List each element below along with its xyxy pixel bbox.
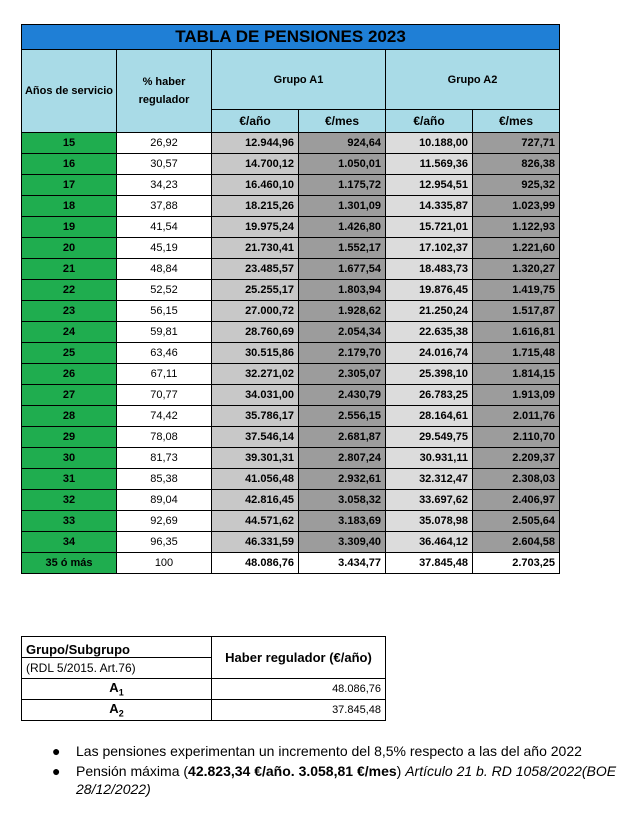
pct-cell: 92,69 (117, 511, 212, 532)
header-a2-month: €/mes (473, 110, 560, 133)
a2-month-cell: 1.715,48 (473, 343, 560, 364)
table-row (22, 448, 560, 469)
regulator-value: 37.845,48 (212, 700, 386, 721)
pct-cell: 30,57 (117, 154, 212, 175)
a2-year-cell: 29.549,75 (386, 427, 473, 448)
a1-year-cell: 16.460,10 (212, 175, 299, 196)
years-cell: 32 (22, 490, 117, 511)
a2-month-cell: 1.419,75 (473, 280, 560, 301)
a2-month-cell: 1.913,09 (473, 385, 560, 406)
a2-year-cell: 17.102,37 (386, 238, 473, 259)
a1-year-cell: 39.301,31 (212, 448, 299, 469)
years-cell: 34 (22, 532, 117, 553)
years-cell: 33 (22, 511, 117, 532)
pct-cell: 89,04 (117, 490, 212, 511)
header-group-a2: Grupo A2 (386, 50, 560, 110)
a1-month-cell: 2.556,15 (299, 406, 386, 427)
a2-year-cell: 18.483,73 (386, 259, 473, 280)
table-row (22, 343, 560, 364)
table-row (22, 469, 560, 490)
notes-list (52, 742, 637, 800)
table-row (22, 217, 560, 238)
a2-month-cell: 1.517,87 (473, 301, 560, 322)
a1-month-cell: 1.552,17 (299, 238, 386, 259)
a1-month-cell: 924,64 (299, 133, 386, 154)
a2-month-cell: 1.221,60 (473, 238, 560, 259)
a2-month-cell: 727,71 (473, 133, 560, 154)
a1-month-cell: 1.301,09 (299, 196, 386, 217)
table-row (22, 322, 560, 343)
a1-month-cell: 3.434,77 (299, 553, 386, 574)
a2-year-cell: 24.016,74 (386, 343, 473, 364)
a1-year-cell: 28.760,69 (212, 322, 299, 343)
note-text: Las pensiones experimentan un incremento del 8,5% respecto a las del año 2022 (76, 743, 582, 759)
a2-year-cell: 11.569,36 (386, 154, 473, 175)
header-group-a1: Grupo A1 (212, 50, 386, 110)
note-mid: ) (396, 763, 406, 779)
a1-year-cell: 30.515,86 (212, 343, 299, 364)
table-row (22, 427, 560, 448)
a1-month-cell: 2.430,79 (299, 385, 386, 406)
pct-cell: 52,52 (117, 280, 212, 301)
a2-year-cell: 30.931,11 (386, 448, 473, 469)
a1-year-cell: 35.786,17 (212, 406, 299, 427)
a2-month-cell: 1.616,81 (473, 322, 560, 343)
years-cell: 23 (22, 301, 117, 322)
a1-year-cell: 34.031,00 (212, 385, 299, 406)
a2-month-cell: 925,32 (473, 175, 560, 196)
years-cell: 20 (22, 238, 117, 259)
pct-cell: 74,42 (117, 406, 212, 427)
pct-cell: 41,54 (117, 217, 212, 238)
a2-month-cell: 1.023,99 (473, 196, 560, 217)
a2-month-cell: 2.209,37 (473, 448, 560, 469)
a2-year-cell: 35.078,98 (386, 511, 473, 532)
a2-year-cell: 32.312,47 (386, 469, 473, 490)
a1-month-cell: 1.677,54 (299, 259, 386, 280)
pct-cell: 59,81 (117, 322, 212, 343)
a2-year-cell: 12.954,51 (386, 175, 473, 196)
table-row (22, 553, 560, 574)
a1-year-cell: 37.546,14 (212, 427, 299, 448)
regulator-group: $A_1$ (22, 679, 212, 700)
regulator-col2-title: Haber regulador (€/año) (212, 637, 386, 679)
a2-year-cell: 14.335,87 (386, 196, 473, 217)
pct-cell: 37,88 (117, 196, 212, 217)
years-cell: 35 ó más (22, 553, 117, 574)
pension-table-body (22, 133, 560, 574)
a2-year-cell: 37.845,48 (386, 553, 473, 574)
table-row (22, 406, 560, 427)
pct-cell: 96,35 (117, 532, 212, 553)
table-row (22, 259, 560, 280)
a1-month-cell: 2.179,70 (299, 343, 386, 364)
table-row (22, 490, 560, 511)
a1-year-cell: 19.975,24 (212, 217, 299, 238)
bullet-icon: ● (52, 743, 61, 759)
a2-month-cell: 2.308,03 (473, 469, 560, 490)
years-cell: 26 (22, 364, 117, 385)
years-cell: 19 (22, 217, 117, 238)
years-cell: 25 (22, 343, 117, 364)
a1-year-cell: 48.086,76 (212, 553, 299, 574)
a1-month-cell: 2.305,07 (299, 364, 386, 385)
a2-year-cell: 10.188,00 (386, 133, 473, 154)
header-a1-year: €/año (212, 110, 299, 133)
years-cell: 17 (22, 175, 117, 196)
years-cell: 22 (22, 280, 117, 301)
years-cell: 29 (22, 427, 117, 448)
a2-month-cell: 1.814,15 (473, 364, 560, 385)
table-row (22, 196, 560, 217)
pct-cell: 26,92 (117, 133, 212, 154)
a1-month-cell: 1.175,72 (299, 175, 386, 196)
years-cell: 21 (22, 259, 117, 280)
table-row (22, 133, 560, 154)
a1-year-cell: 44.571,62 (212, 511, 299, 532)
bullet-icon: ● (52, 763, 61, 779)
note-reference: Artículo 21 b. RD 1058/2022(BOE 28/12/2022) (76, 763, 617, 797)
a2-year-cell: 33.697,62 (386, 490, 473, 511)
table-row (22, 175, 560, 196)
a1-month-cell: 3.058,32 (299, 490, 386, 511)
pct-cell: 45,19 (117, 238, 212, 259)
regulator-col1-title: Grupo/Subgrupo (22, 637, 212, 658)
a2-year-cell: 15.721,01 (386, 217, 473, 238)
a1-year-cell: 25.255,17 (212, 280, 299, 301)
header-a2-year: €/año (386, 110, 473, 133)
table-row (22, 301, 560, 322)
a1-month-cell: 2.932,61 (299, 469, 386, 490)
a1-year-cell: 18.215,26 (212, 196, 299, 217)
pct-cell: 70,77 (117, 385, 212, 406)
a2-year-cell: 26.783,25 (386, 385, 473, 406)
a2-month-cell: 2.011,76 (473, 406, 560, 427)
a2-year-cell: 28.164,61 (386, 406, 473, 427)
a2-month-cell: 2.505,64 (473, 511, 560, 532)
a2-month-cell: 2.604,58 (473, 532, 560, 553)
years-cell: 31 (22, 469, 117, 490)
a2-year-cell: 25.398,10 (386, 364, 473, 385)
years-cell: 30 (22, 448, 117, 469)
years-cell: 18 (22, 196, 117, 217)
pct-cell: 34,23 (117, 175, 212, 196)
regulator-row (22, 679, 386, 700)
a1-year-cell: 32.271,02 (212, 364, 299, 385)
table-row (22, 154, 560, 175)
regulator-table (21, 636, 386, 721)
header-a1-month: €/mes (299, 110, 386, 133)
a2-year-cell: 19.876,45 (386, 280, 473, 301)
a1-month-cell: 1.050,01 (299, 154, 386, 175)
a2-month-cell: 826,38 (473, 154, 560, 175)
a1-month-cell: 2.054,34 (299, 322, 386, 343)
years-cell: 27 (22, 385, 117, 406)
pct-cell: 85,38 (117, 469, 212, 490)
a1-month-cell: 1.928,62 (299, 301, 386, 322)
years-cell: 24 (22, 322, 117, 343)
years-cell: 28 (22, 406, 117, 427)
pension-table (21, 24, 560, 574)
a1-month-cell: 3.309,40 (299, 532, 386, 553)
pct-cell: 81,73 (117, 448, 212, 469)
a1-month-cell: 1.426,80 (299, 217, 386, 238)
pct-cell: 56,15 (117, 301, 212, 322)
a1-month-cell: 1.803,94 (299, 280, 386, 301)
a1-month-cell: 2.807,24 (299, 448, 386, 469)
a2-year-cell: 22.635,38 (386, 322, 473, 343)
a1-year-cell: 23.485,57 (212, 259, 299, 280)
a1-year-cell: 27.000,72 (212, 301, 299, 322)
years-cell: 15 (22, 133, 117, 154)
table-row (22, 511, 560, 532)
table-row (22, 532, 560, 553)
years-cell: 16 (22, 154, 117, 175)
a1-year-cell: 12.944,96 (212, 133, 299, 154)
header-years: Años de servicio (22, 50, 117, 133)
a1-year-cell: 46.331,59 (212, 532, 299, 553)
regulator-value: 48.086,76 (212, 679, 386, 700)
a2-year-cell: 36.464,12 (386, 532, 473, 553)
a2-month-cell: 1.122,93 (473, 217, 560, 238)
pct-cell: 100 (117, 553, 212, 574)
note-item (52, 762, 637, 798)
note-prefix: Pensión máxima ( (76, 763, 189, 779)
note-max-pension: 42.823,34 €/año. 3.058,81 €/mes (188, 763, 397, 779)
table-row (22, 364, 560, 385)
a1-month-cell: 2.681,87 (299, 427, 386, 448)
pct-cell: 67,11 (117, 364, 212, 385)
table-title: TABLA DE PENSIONES 2023 (22, 25, 560, 50)
a1-year-cell: 41.056,48 (212, 469, 299, 490)
header-pct: % haber regulador (117, 50, 212, 133)
note-item (52, 742, 637, 760)
a2-month-cell: 2.703,25 (473, 553, 560, 574)
a1-year-cell: 42.816,45 (212, 490, 299, 511)
regulator-group: $A_2$ (22, 700, 212, 721)
pct-cell: 48,84 (117, 259, 212, 280)
table-row (22, 280, 560, 301)
regulator-row (22, 700, 386, 721)
a1-month-cell: 3.183,69 (299, 511, 386, 532)
a2-month-cell: 1.320,27 (473, 259, 560, 280)
a1-year-cell: 14.700,12 (212, 154, 299, 175)
pct-cell: 63,46 (117, 343, 212, 364)
pct-cell: 78,08 (117, 427, 212, 448)
a2-year-cell: 21.250,24 (386, 301, 473, 322)
regulator-col1-subtitle: (RDL 5/2015. Art.76) (22, 658, 212, 679)
a2-month-cell: 2.110,70 (473, 427, 560, 448)
a2-month-cell: 2.406,97 (473, 490, 560, 511)
table-row (22, 238, 560, 259)
table-row (22, 385, 560, 406)
a1-year-cell: 21.730,41 (212, 238, 299, 259)
